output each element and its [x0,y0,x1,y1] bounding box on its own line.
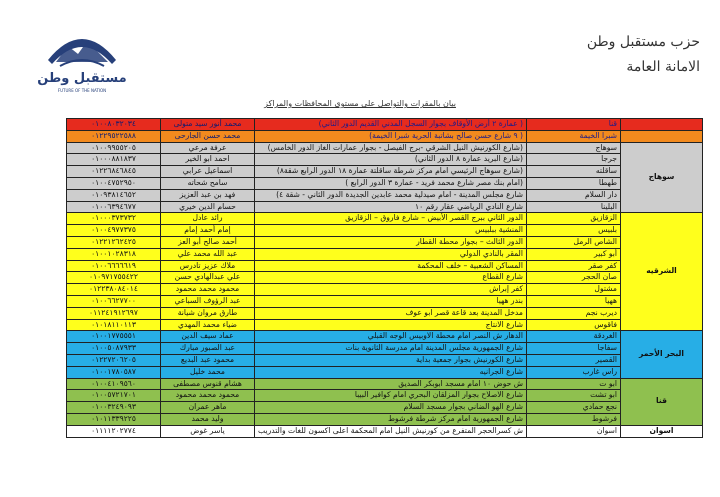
table-row [67,166,703,178]
city-cell: أبو كبير [527,248,621,260]
phone-cell: ٠١٠٠٩٩٥٥٢٠٥ [67,142,161,154]
city-cell: ساقلته [527,166,621,178]
name-cell: ملاك عزيز تادرس [161,260,255,272]
address-cell: (شارع الكورنيش النيل الشرقي -برج الفيصل - بجوار عمارات الغاز الدور الخامس) [255,142,527,154]
name-cell: فهد بن عبد العزيز [161,189,255,201]
city-cell: ابو تشت [527,390,621,402]
table-row [67,413,703,425]
table-row [67,295,703,307]
name-cell: ضياء محمد المهدي [161,319,255,331]
city-cell: ههيا [527,295,621,307]
table-row [67,343,703,355]
phone-cell: ٠١١٢٤١٩١٢٦٩٧ [67,307,161,319]
table-row [67,425,703,437]
name-cell: محمود عبد البديع [161,354,255,366]
address-cell: كفر إبراش [255,284,527,296]
table-row [67,272,703,284]
phone-cell: ٠١٠٠٣٢٤٩٠٩٣ [67,402,161,414]
phone-cell: ٠١٠٠٥٠٨٧٩٣٣ [67,343,161,355]
city-cell: كفر صقر [527,260,621,272]
address-cell: شارع القطاع [255,272,527,284]
address-cell: ش حوض ١٠ امام مسجد ابوبكر الصديق [255,378,527,390]
name-cell: محمود محمد محمود [161,284,255,296]
phone-cell: ٠١٠٠٦٣٩٤٦٧٧ [67,201,161,213]
city-cell: ابو ت [527,378,621,390]
city-cell: القصير [527,354,621,366]
name-cell: محمود محمد محمود [161,390,255,402]
governorate-cell: قنا [621,378,703,425]
name-cell: عبد الله محمد علي [161,248,255,260]
table-row [67,130,703,142]
table-row [67,225,703,237]
table-row [67,142,703,154]
table-row [67,354,703,366]
table-row [67,119,703,131]
city-cell: اسوان [527,425,621,437]
table-row [67,284,703,296]
page-subtitle: بيان بالمقرات والتواصل على مستوى المحافظات والمراكز [264,99,456,108]
name-cell: عبد الصبور مبارك [161,343,255,355]
city-cell: فاقوس [527,319,621,331]
city-cell: فرشوط [527,413,621,425]
table-row [67,189,703,201]
name-cell: احمد ابو الخير [161,154,255,166]
table-row [67,331,703,343]
name-cell: وليد محمد [161,413,255,425]
city-cell: سفاجا [527,343,621,355]
name-cell: ياسر غوض [161,425,255,437]
table-row [67,177,703,189]
svg-text:مستقبل وطن: مستقبل وطن [38,71,126,86]
phone-cell: ٠١٠٠٥٧٢١٧٠١ [67,390,161,402]
table-row [67,201,703,213]
address-cell: شارع الانتاج [255,319,527,331]
name-cell: حسام الدين خيري [161,201,255,213]
name-cell: إمام أحمد إمام [161,225,255,237]
governorate-cell [621,130,703,142]
phone-cell: ٠١٢٢٩٥٢٢٥٨٨ [67,130,161,142]
phone-cell: ٠١٠٠٨٠٣٢٠٣٤ [67,119,161,131]
address-cell: الدور الثالث – بجوار محطة القطار [255,236,527,248]
address-cell: شارع الكورنيش بجوار جمعية بداية [255,354,527,366]
name-cell: عرفة مرعي [161,142,255,154]
phone-cell: ٠١١١١٢٠٢٧٧٤ [67,425,161,437]
name-cell: محمد حسن الجارحى [161,130,255,142]
city-cell: قنا [527,119,621,131]
address-cell: المقر بالنادي الدولي [255,248,527,260]
address-cell: (شارع سوهاج الرئيسي امام مركز شرطة ساقلتة عمارة ١٨ الدور الرابع شقة٨) [255,166,527,178]
governorate-cell: سوهاج [621,142,703,213]
city-cell: الزقازيق [527,213,621,225]
address-cell: الدهار ش النصر امام محطة الاوبيس الوجه القبلي [255,331,527,343]
table-row [67,248,703,260]
city-cell: طهطا [527,177,621,189]
governorate-cell: البحر الأحمر [621,331,703,378]
phone-cell: ٠١٠٠١٠٢٨٣١٨ [67,248,161,260]
phone-cell: ٠١٠٩٣٨١٤٦٥٢ [67,189,161,201]
address-cell: شارع الاصلاح بجوار المزلقان البحري امام كوافير البيبا [255,390,527,402]
phone-cell: ٠١٠١٨١١٠١١٣ [67,319,161,331]
party-name: حزب مستقبل وطن [586,34,700,50]
svg-text:FUTURE OF THE NATION: FUTURE OF THE NATION [57,88,107,93]
city-cell: راس غارب [527,366,621,378]
address-cell: بندر ههيا [255,295,527,307]
phone-cell: ٠١٠٠٤٩٧٧٣٧٥ [67,225,161,237]
address-cell: المنشية ببلبيس [255,225,527,237]
phone-cell: ٠١٢٢٣٨٠٨٤٠١٤ [67,284,161,296]
name-cell: ماهر عمران [161,402,255,414]
city-cell: دار السلام [527,189,621,201]
phone-cell: ٠١٠٠٤٧٥٢٩٥٠ [67,177,161,189]
phone-cell: ٠١٠٠٤١٠٩٥٦٠ [67,378,161,390]
name-cell: عماد سيف الدين [161,331,255,343]
address-cell: شارع الجرانيه [255,366,527,378]
table-row [67,307,703,319]
name-cell: محمد أنور سيد متولى [161,119,255,131]
address-cell: المساكن الشعبية – خلف المحكمة [255,260,527,272]
offices-table [66,118,703,438]
governorate-cell: الشرقيه [621,213,703,331]
phone-cell: ٠١٠٠٦٦٢٧٧٠٠ [67,295,161,307]
address-cell: شارع مجلس المدينة - امام صيدلية محمد عابدين الجديدة الدور الثاني - شقة ٤) [255,189,527,201]
phone-cell: ٠١٠٠٠٨٨١٨٣٧ [67,154,161,166]
table-row [67,378,703,390]
city-cell: ديرب نجم [527,307,621,319]
table-row [67,402,703,414]
phone-cell: ٠١٢٢٦٨٤٦٨٤٥ [67,166,161,178]
address-cell: شارع الهو الضاني بجوار مسجد السلام [255,402,527,414]
city-cell: صان الحجر [527,272,621,284]
table-row [67,213,703,225]
table-row [67,260,703,272]
name-cell: سامح شحاته [161,177,255,189]
phone-cell: ٠١٠٠١٧٨٠٥٨٧ [67,366,161,378]
name-cell: محمد خليل [161,366,255,378]
table-row [67,154,703,166]
address-cell: مدخل المدينة بعد قاعة قصر ابو عوف [255,307,527,319]
address-cell: شارع الجمهورية امام مركز شرطة فرشوط [255,413,527,425]
address-cell: شارع الجمهورية مجلس المدينة امام مدرسة الثانوية بنات [255,343,527,355]
city-cell: البلينا [527,201,621,213]
city-cell: بلبيس [527,225,621,237]
address-cell: ش كسرالحجر المتفرع من كورنيش النيل امام المحكمة اعلى اكسون للغات والتدريب [255,425,527,437]
city-cell: شبرا الخيمة [527,130,621,142]
phone-cell: ٠١٠٩٧١٧٥٥٤٢٢ [67,272,161,284]
address-cell: ( ٩ شارع حسن صالح بشاتبة الحرية شبرا الخيمة) [255,130,527,142]
secretariat-title: الامانة العامة [626,59,700,75]
governorate-cell [621,119,703,131]
phone-cell: ٠١٢٢٧٢٠٦٢٠٥ [67,354,161,366]
city-cell: جرجا [527,154,621,166]
table-row [67,319,703,331]
address-cell: الدور الثاني ببرج القصر الأبيض – شارع فاروق – الزقازيق [255,213,527,225]
phone-cell: ٠١٠٠٦٦٦٦٦١٩ [67,260,161,272]
name-cell: علي عبدالهادي حسن [161,272,255,284]
phone-cell: ٠١٢٢١٢٦٢٤٢٥ [67,236,161,248]
name-cell: اسماعيل عرابي [161,166,255,178]
table-row [67,236,703,248]
address-cell: (امام بنك مصر شارع محمد فريد - عمارة ٣ الدور الرابع ) [255,177,527,189]
city-cell: الشاص الرمل [527,236,621,248]
phone-cell: ٠١٠١١٣٣٩٢٢٥ [67,413,161,425]
logo [38,10,126,98]
address-cell: (شارع البريد عمارة ٨ الدور الثاني) [255,154,527,166]
name-cell: رائد عادل [161,213,255,225]
name-cell: هشام قنوس مصطفى [161,378,255,390]
city-cell: الغردقة [527,331,621,343]
address-cell: شارع النادي الرياضي عقار رقم ١٠ [255,201,527,213]
governorate-cell: اسوان [621,425,703,437]
name-cell: أحمد صالح أبو العز [161,236,255,248]
table-row [67,390,703,402]
table-row [67,366,703,378]
name-cell: طارق مروان شيانة [161,307,255,319]
name-cell: عبد الرؤوف السباعي [161,295,255,307]
phone-cell: ٠١٠٠١٧٧٥٥٥١ [67,331,161,343]
city-cell: سوهاج [527,142,621,154]
address-cell: ( عمارة ٢ أرض الأوقاف بجوار السجل المدني القديم الدور الثاني) [255,119,527,131]
city-cell: مشتول [527,284,621,296]
phone-cell: ٠١٠٠٠٣٧٣٧٣٢ [67,213,161,225]
city-cell: نجع حمادي [527,402,621,414]
